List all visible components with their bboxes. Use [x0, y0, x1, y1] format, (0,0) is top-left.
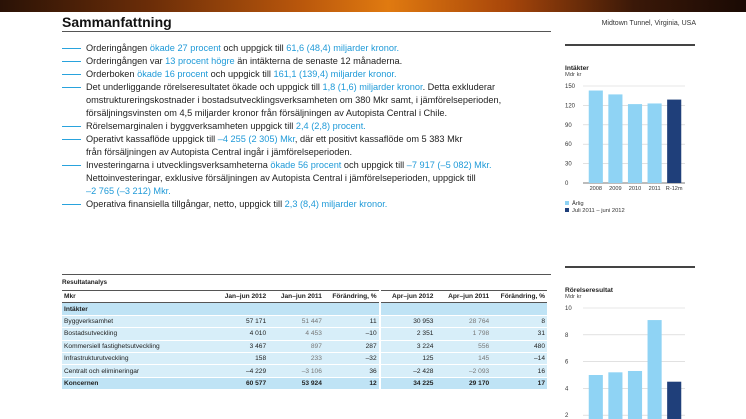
- highlight-figure: 2,4 (2,8) procent.: [295, 121, 366, 131]
- header-photo-banner: [0, 0, 746, 12]
- bullet-line: [86, 107, 557, 120]
- bar-2009: [608, 94, 622, 183]
- column-header-unit: Mkr: [62, 291, 212, 303]
- bar-2011: [648, 103, 662, 183]
- page-title: Sammanfattning: [62, 14, 172, 30]
- x-tick-label: 2009: [609, 186, 622, 192]
- table-cell: [268, 303, 324, 315]
- bullet-dash: [62, 48, 81, 49]
- y-tick-label: 30: [565, 161, 572, 168]
- table-cell: [380, 303, 436, 315]
- y-tick-label: 4: [565, 386, 569, 393]
- table-cell: 11: [324, 315, 380, 327]
- revenue-legend: [565, 201, 695, 215]
- highlight-figure: 161,1 (139,4) miljarder kronor.: [273, 69, 397, 79]
- bullet-line: [86, 94, 557, 107]
- bar-2011: [648, 320, 662, 419]
- table-cell: [212, 303, 268, 315]
- y-tick-label: 8: [565, 332, 569, 339]
- bullet-text: och uppgick till: [208, 69, 274, 79]
- table-title: Resultatanalys: [62, 279, 108, 286]
- column-header: Förändring, %: [491, 291, 547, 303]
- bullet-text: omstruktureringskostnader i bostadsutvecklingsverksamheten om 380 Mkr samt, i jämförelseperioden,: [86, 95, 502, 105]
- table-top-rule: [62, 274, 551, 275]
- table-cell: 4 453: [268, 328, 324, 340]
- operating-income-chart-panel: [565, 266, 695, 419]
- bullet-dash: [62, 61, 81, 62]
- bullet-text: Rörelsemarginalen i byggverksamheten uppgick till: [86, 121, 296, 131]
- table-cell: –14: [491, 352, 547, 364]
- y-tick-label: 2: [565, 413, 569, 419]
- highlight-figure: 61,6 (48,4) miljarder kronor.: [286, 43, 400, 53]
- bar-2010: [628, 104, 642, 183]
- bullet-text: och uppgick till: [220, 43, 287, 53]
- table-cell: 2 351: [380, 328, 436, 340]
- chart-top-rule: [565, 266, 695, 268]
- photo-caption: Midtown Tunnel, Virginia, USA: [601, 20, 696, 27]
- table-cell: 3 467: [212, 340, 268, 352]
- legend-item-annual: [565, 201, 695, 208]
- bar-R-12m: [667, 100, 681, 183]
- bullet-line: [86, 172, 557, 185]
- table-cell: 28 764: [435, 315, 491, 327]
- table-cell: 34 225: [380, 377, 436, 389]
- summary-bullet: [62, 133, 557, 159]
- bullet-line: [86, 55, 557, 68]
- bullet-text: Det underliggande rörelseresultatet ökade och uppgick till: [86, 82, 323, 92]
- title-rule: [62, 31, 551, 32]
- bullet-text: än intäkterna de senaste 12 månaderna.: [234, 56, 403, 66]
- table-cell: 287: [324, 340, 380, 352]
- bullet-dash: [62, 87, 81, 88]
- table-total-row: [62, 377, 547, 389]
- bullet-text: och uppgick till: [341, 160, 407, 170]
- bullet-line: [86, 198, 557, 211]
- x-tick-label: 2010: [628, 186, 642, 192]
- table-cell: 31: [491, 328, 547, 340]
- bullet-text: Operativt kassaflöde uppgick till: [86, 134, 218, 144]
- x-tick-label: R-12m: [665, 186, 683, 192]
- y-tick-label: 150: [565, 84, 576, 90]
- bullet-line: [86, 133, 557, 146]
- row-label: Koncernen: [62, 377, 212, 389]
- column-header: Jan–jun 2011: [268, 291, 324, 303]
- table-cell: –2 093: [435, 365, 491, 377]
- table-cell: 53 924: [268, 377, 324, 389]
- table-cell: 29 170: [435, 377, 491, 389]
- revenue-bar-chart: [565, 78, 690, 196]
- highlight-figure: 13 procent högre: [165, 56, 235, 66]
- table-cell: 556: [435, 340, 491, 352]
- highlight-figure: 1,8 (1,6) miljarder kronor: [322, 82, 423, 92]
- table-row: [62, 365, 547, 377]
- results-table: [62, 290, 547, 390]
- bullet-dash: [62, 126, 81, 127]
- summary-bullet: [62, 68, 557, 81]
- bullet-text: . Detta exkluderar: [422, 82, 496, 92]
- row-label: Bostadsutveckling: [62, 328, 212, 340]
- bullet-text: försäljningsvinsten om 4,5 miljarder kronor från försäljningen av Autopista Central i Chile.: [86, 108, 448, 118]
- bar-2010: [628, 371, 642, 419]
- bullet-line: [86, 120, 557, 133]
- operating-income-chart-title: Rörelseresultat: [565, 287, 614, 294]
- legend-item-rolling: [565, 208, 695, 215]
- table-cell: 30 953: [380, 315, 436, 327]
- revenue-chart-unit: Mdr kr: [565, 72, 582, 78]
- highlight-figure: 2,3 (8,4) miljarder kronor.: [284, 199, 388, 209]
- row-label: Byggverksamhet: [62, 315, 212, 327]
- legend-swatch-rolling: [565, 208, 569, 212]
- operating-income-chart-unit: Mdr kr: [565, 294, 582, 300]
- highlight-figure: ökade 27 procent: [149, 43, 221, 53]
- x-tick-label: 2011: [648, 186, 661, 192]
- table-cell: 16: [491, 365, 547, 377]
- bullet-text: från försäljningen av Autopista Central ingår i jämförelseperioden.: [86, 147, 353, 157]
- bullet-text: Nettoinvesteringar, exklusive försäljningen av Autopista Central i jämförelseperioden, uppgick till: [86, 173, 476, 183]
- table-cell: 145: [435, 352, 491, 364]
- legend-label-rolling: Juli 2011 – juni 2012: [572, 208, 625, 214]
- y-tick-label: 0: [565, 181, 569, 187]
- summary-bullet: [62, 198, 557, 211]
- table-cell: 8: [491, 315, 547, 327]
- chart-top-rule: [565, 44, 695, 46]
- bullet-line: [86, 146, 557, 159]
- table-cell: 125: [380, 352, 436, 364]
- bullet-dash: [62, 165, 81, 166]
- table-cell: 897: [268, 340, 324, 352]
- y-tick-label: 90: [565, 122, 572, 129]
- table-row: [62, 328, 547, 340]
- table-row: [62, 352, 547, 364]
- highlight-figure: ökade 56 procent: [270, 160, 342, 170]
- summary-list: [62, 42, 557, 211]
- row-label: Centralt och elimineringar: [62, 365, 212, 377]
- table-cell: 158: [212, 352, 268, 364]
- y-tick-label: 6: [565, 359, 569, 366]
- table-cell: 17: [491, 377, 547, 389]
- summary-bullet: [62, 81, 557, 120]
- table-row: [62, 340, 547, 352]
- table-section-row: [62, 303, 547, 315]
- bullet-text: Investeringarna i utvecklingsverksamheterna: [86, 160, 271, 170]
- highlight-figure: –7 917 (–5 082) Mkr.: [406, 160, 492, 170]
- bullet-dash: [62, 74, 81, 75]
- table-cell: –10: [324, 328, 380, 340]
- y-tick-label: 60: [565, 142, 572, 149]
- table-cell: 4 010: [212, 328, 268, 340]
- table-cell: –3 106: [268, 365, 324, 377]
- bullet-dash: [62, 204, 81, 205]
- bar-2009: [608, 372, 622, 419]
- table-cell: 480: [491, 340, 547, 352]
- bullet-line: [86, 185, 557, 198]
- table-cell: [491, 303, 547, 315]
- bar-R-12m: [667, 382, 681, 419]
- table-cell: [435, 303, 491, 315]
- bullet-line: [86, 159, 557, 172]
- bullet-text: Operativa finansiella tillgångar, netto, uppgick till: [86, 199, 285, 209]
- legend-swatch-annual: [565, 201, 569, 205]
- y-tick-label: 120: [565, 103, 576, 110]
- revenue-chart-panel: [565, 44, 695, 215]
- bullet-line: [86, 68, 557, 81]
- highlight-figure: –2 765 (–3 212) Mkr.: [86, 186, 171, 196]
- summary-bullet: [62, 120, 557, 133]
- bullet-line: [86, 42, 557, 55]
- column-header: Jan–jun 2012: [212, 291, 268, 303]
- highlight-figure: –4 255 (2 305) Mkr: [217, 134, 295, 144]
- table-header-row: [62, 291, 547, 303]
- summary-bullet: [62, 159, 557, 198]
- legend-label-annual: Årlig: [572, 201, 584, 207]
- column-header: Förändring, %: [324, 291, 380, 303]
- x-tick-label: 2008: [589, 186, 603, 192]
- table-cell: 57 171: [212, 315, 268, 327]
- summary-bullet: [62, 42, 557, 55]
- summary-bullet: [62, 55, 557, 68]
- bullet-text: Orderingången: [86, 43, 150, 53]
- bullet-line: [86, 81, 557, 94]
- table-cell: 233: [268, 352, 324, 364]
- table-cell: 36: [324, 365, 380, 377]
- row-label: Infrastrukturutveckling: [62, 352, 212, 364]
- bullet-text: Orderboken: [86, 69, 138, 79]
- bar-2008: [589, 91, 603, 183]
- operating-income-bar-chart: [565, 300, 690, 419]
- table-cell: [324, 303, 380, 315]
- highlight-figure: ökade 16 procent: [137, 69, 209, 79]
- table-cell: –4 229: [212, 365, 268, 377]
- column-header: Apr–jun 2011: [435, 291, 491, 303]
- bullet-dash: [62, 139, 81, 140]
- table-cell: –32: [324, 352, 380, 364]
- revenue-chart-title: Intäkter: [565, 65, 589, 72]
- table-cell: 12: [324, 377, 380, 389]
- table-cell: 60 577: [212, 377, 268, 389]
- table-cell: 1 798: [435, 328, 491, 340]
- y-tick-label: 10: [565, 306, 572, 312]
- table-cell: 51 447: [268, 315, 324, 327]
- bar-2008: [589, 375, 603, 419]
- column-header: Apr–jun 2012: [380, 291, 436, 303]
- row-label: Intäkter: [62, 303, 212, 315]
- bullet-text: Orderingången var: [86, 56, 166, 66]
- table-cell: –2 428: [380, 365, 436, 377]
- row-label: Kommersiell fastighetsutveckling: [62, 340, 212, 352]
- table-row: [62, 315, 547, 327]
- table-cell: 3 224: [380, 340, 436, 352]
- bullet-text: , där ett positivt kassaflöde om 5 383 Mkr: [294, 134, 463, 144]
